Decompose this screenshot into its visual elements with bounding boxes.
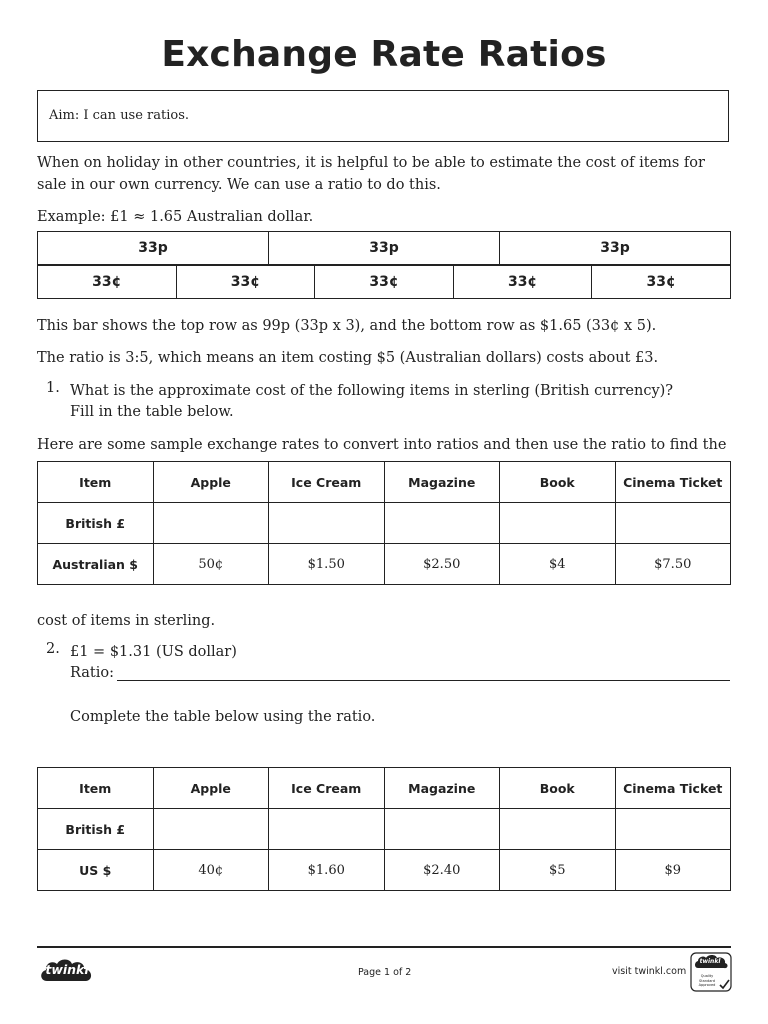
- question-1-number: 1.: [46, 380, 60, 396]
- sample-rates-text-continued: cost of items in sterling.: [37, 613, 216, 629]
- answer-cell[interactable]: [269, 503, 385, 544]
- site-link[interactable]: visit twinkl.com: [612, 966, 687, 977]
- table-cell: $4: [500, 544, 616, 585]
- question-2-instruction: Complete the table below using the ratio.: [70, 709, 376, 725]
- bar-cell-pence: 33p: [269, 232, 500, 264]
- table-header-cell: Apple: [153, 768, 269, 809]
- bar-model-bottom-row: [37, 265, 731, 299]
- answer-cell[interactable]: [153, 809, 269, 850]
- twinkl-logo[interactable]: [37, 955, 97, 987]
- answer-cell[interactable]: [615, 809, 731, 850]
- bar-cell-pence: 33p: [38, 232, 269, 264]
- table-header-cell: Magazine: [384, 768, 500, 809]
- question-2-rate: £1 = $1.31 (US dollar): [70, 644, 237, 660]
- logo-text: twinkl: [45, 962, 89, 977]
- question-1-line-2: Fill in the table below.: [70, 404, 234, 420]
- table-header-cell: Ice Cream: [269, 768, 385, 809]
- table-header-cell: Cinema Ticket: [615, 462, 731, 503]
- table-row: [38, 809, 731, 850]
- footer-divider: [37, 946, 731, 948]
- table-row: [38, 850, 731, 891]
- table-cell: $2.40: [384, 850, 500, 891]
- ratio-explanation: The ratio is 3:5, which means an item costing $5 (Australian dollars) costs about £3.: [37, 350, 659, 366]
- ratio-label: Ratio:: [70, 665, 114, 681]
- table-australian: [37, 461, 731, 585]
- page-number: Page 1 of 2: [358, 967, 412, 978]
- table-cell: 40¢: [153, 850, 269, 891]
- table-header-cell: Magazine: [384, 462, 500, 503]
- table-us: [37, 767, 731, 891]
- bar-cell-cents: 33¢: [646, 274, 676, 290]
- bar-explanation: This bar shows the top row as 99p (33p x 3), and the bottom row as $1.65 (33¢ x 5).: [37, 318, 657, 334]
- page-title: Exchange Rate Ratios: [161, 34, 607, 75]
- bar-cell-cents: 33¢: [38, 266, 177, 298]
- table-header-cell: Ice Cream: [269, 462, 385, 503]
- ratio-answer-line[interactable]: [117, 680, 730, 681]
- bar-cell-cents: 33¢: [177, 266, 316, 298]
- table-header-cell: Apple: [153, 462, 269, 503]
- table-row-label: US $: [38, 850, 154, 891]
- table-header-cell: Book: [500, 462, 616, 503]
- answer-cell[interactable]: [269, 809, 385, 850]
- answer-cell[interactable]: [153, 503, 269, 544]
- sample-rates-text: Here are some sample exchange rates to convert into ratios and then use the ratio to find the: [37, 437, 727, 453]
- bar-cell-pence: 33p: [600, 240, 630, 256]
- answer-cell[interactable]: [384, 503, 500, 544]
- bar-cell-cents: 33¢: [315, 266, 454, 298]
- table-row: [38, 503, 731, 544]
- badge-logo-text: twinkl: [699, 958, 721, 965]
- table-cell: $1.60: [269, 850, 385, 891]
- answer-cell[interactable]: [384, 809, 500, 850]
- table-cell: $5: [500, 850, 616, 891]
- question-2-number: 2.: [46, 641, 60, 657]
- table-cell: $9: [615, 850, 731, 891]
- bar-cell-cents: 33¢: [454, 266, 593, 298]
- table-row-label: British £: [38, 809, 154, 850]
- table-header-cell: Book: [500, 768, 616, 809]
- table-cell: $7.50: [615, 544, 731, 585]
- example-text: Example: £1 ≈ 1.65 Australian dollar.: [37, 209, 314, 225]
- aim-box: [37, 90, 729, 142]
- table-header-cell: Item: [38, 462, 154, 503]
- answer-cell[interactable]: [500, 809, 616, 850]
- badge-caption: Quality Standard Approved: [698, 974, 716, 987]
- intro-paragraph: When on holiday in other countries, it is helpful to be able to estimate the cost of items for sale in our own currency. We can use a ratio to do this.: [37, 155, 705, 193]
- table-cell: $2.50: [384, 544, 500, 585]
- answer-cell[interactable]: [615, 503, 731, 544]
- quality-badge: [690, 952, 732, 992]
- table-header-row: [38, 462, 731, 503]
- question-1-line-1: What is the approximate cost of the following items in sterling (British currency)?: [70, 383, 674, 399]
- table-header-cell: Cinema Ticket: [615, 768, 731, 809]
- table-row-label: Australian $: [38, 544, 154, 585]
- answer-cell[interactable]: [500, 503, 616, 544]
- table-header-cell: Item: [38, 768, 154, 809]
- table-cell: $1.50: [269, 544, 385, 585]
- table-cell: 50¢: [153, 544, 269, 585]
- bar-model-top-row: [37, 231, 731, 265]
- table-header-row: [38, 768, 731, 809]
- aim-text: Aim: I can use ratios.: [49, 108, 190, 123]
- table-row: [38, 544, 731, 585]
- table-row-label: British £: [38, 503, 154, 544]
